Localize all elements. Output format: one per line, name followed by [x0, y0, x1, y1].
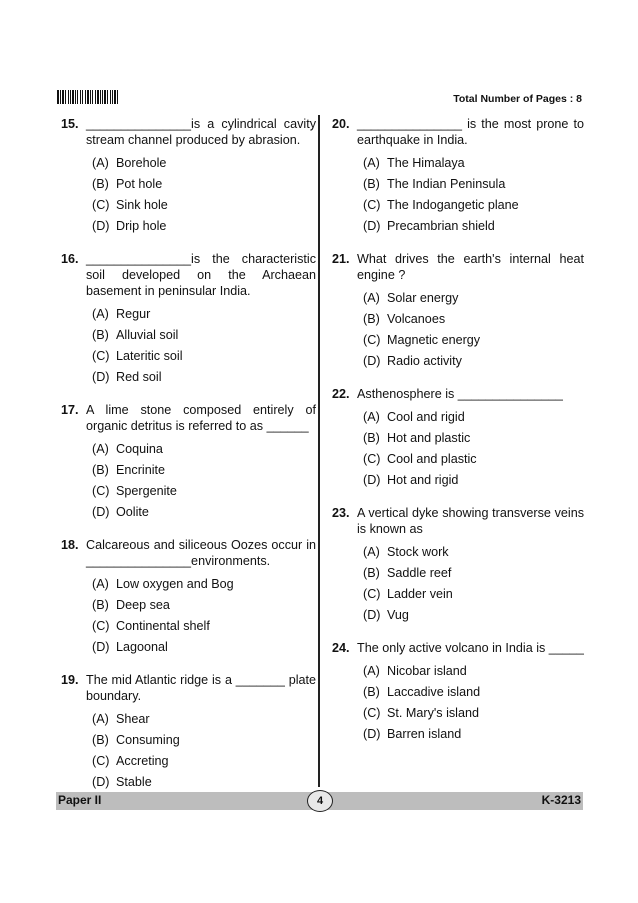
option-text: Oolite	[116, 505, 149, 519]
question-number: 18.	[61, 538, 79, 552]
answer-option	[86, 346, 316, 367]
option-text: Coquina	[116, 442, 163, 456]
paper-code: K-3213	[541, 793, 581, 807]
option-label: (D)	[92, 219, 110, 233]
answer-option	[357, 351, 584, 372]
option-label: (D)	[363, 608, 381, 622]
question-item	[61, 251, 316, 388]
answer-option	[86, 153, 316, 174]
option-text: Cool and rigid	[387, 410, 465, 424]
option-text: Stock work	[387, 545, 449, 559]
option-text: Lateritic soil	[116, 349, 183, 363]
option-label: (B)	[363, 431, 380, 445]
option-text: Regur	[116, 307, 151, 321]
question-number: 20.	[332, 117, 350, 131]
answer-option	[86, 637, 316, 658]
option-label: (B)	[363, 312, 380, 326]
option-list	[357, 661, 584, 745]
option-text: Precambrian shield	[387, 219, 495, 233]
answer-option	[357, 216, 584, 237]
page-number: 4	[307, 790, 333, 812]
question-number: 24.	[332, 641, 350, 655]
option-label: (A)	[363, 156, 380, 170]
option-text: Encrinite	[116, 463, 165, 477]
answer-option	[357, 309, 584, 330]
answer-option	[86, 574, 316, 595]
option-label: (D)	[92, 775, 110, 789]
question-number: 21.	[332, 252, 350, 266]
option-label: (C)	[363, 452, 381, 466]
option-text: Saddle reef	[387, 566, 452, 580]
question-item	[332, 386, 584, 491]
option-label: (C)	[92, 198, 110, 212]
option-label: (C)	[92, 754, 110, 768]
question-number: 22.	[332, 387, 350, 401]
option-text: Barren island	[387, 727, 462, 741]
answer-option	[86, 481, 316, 502]
question-text: _______________is a cylindrical cavity stream channel produced by abrasion.	[86, 117, 316, 147]
option-label: (D)	[363, 727, 381, 741]
question-item	[61, 672, 316, 793]
answer-option	[86, 460, 316, 481]
option-label: (C)	[92, 484, 110, 498]
answer-option	[357, 407, 584, 428]
option-list	[86, 709, 316, 793]
answer-option	[86, 595, 316, 616]
answer-option	[357, 703, 584, 724]
answer-option	[86, 195, 316, 216]
option-list	[86, 153, 316, 237]
right-column	[332, 116, 584, 759]
answer-option	[357, 153, 584, 174]
option-text: Low oxygen and Bog	[116, 577, 234, 591]
option-label: (D)	[92, 640, 110, 654]
option-text: Continental shelf	[116, 619, 210, 633]
option-list	[86, 574, 316, 658]
option-label: (C)	[363, 706, 381, 720]
question-number: 16.	[61, 252, 79, 266]
option-label: (A)	[363, 291, 380, 305]
answer-option	[357, 563, 584, 584]
option-label: (D)	[92, 370, 110, 384]
option-label: (A)	[92, 442, 109, 456]
option-label: (B)	[92, 598, 109, 612]
option-label: (B)	[92, 463, 109, 477]
option-list	[86, 304, 316, 388]
option-text: Radio activity	[387, 354, 462, 368]
option-text: Vug	[387, 608, 409, 622]
option-text: Borehole	[116, 156, 167, 170]
question-text: _______________is the characteristic soil developed on the Archaean basement in peninsular India.	[86, 252, 316, 298]
option-text: Cool and plastic	[387, 452, 477, 466]
option-label: (C)	[363, 198, 381, 212]
option-text: The Indian Peninsula	[387, 177, 506, 191]
option-label: (B)	[92, 733, 109, 747]
option-text: Shear	[116, 712, 150, 726]
option-list	[357, 407, 584, 491]
answer-option	[357, 661, 584, 682]
question-item	[332, 251, 584, 372]
option-label: (C)	[363, 587, 381, 601]
option-text: Drip hole	[116, 219, 167, 233]
question-item	[61, 402, 316, 523]
option-text: Red soil	[116, 370, 162, 384]
answer-option	[86, 730, 316, 751]
option-text: Pot hole	[116, 177, 163, 191]
answer-option	[357, 449, 584, 470]
option-list	[357, 542, 584, 626]
answer-option	[357, 542, 584, 563]
option-label: (A)	[92, 712, 109, 726]
answer-option	[357, 195, 584, 216]
barcode-bar	[118, 90, 119, 104]
question-text: A lime stone composed entirely of organic detritus is referred to as ______	[86, 403, 316, 433]
answer-option	[357, 428, 584, 449]
option-label: (D)	[363, 354, 381, 368]
option-text: Lagoonal	[116, 640, 168, 654]
option-text: The Indogangetic plane	[387, 198, 519, 212]
option-list	[357, 153, 584, 237]
option-text: Solar energy	[387, 291, 459, 305]
option-label: (A)	[92, 156, 109, 170]
answer-option	[86, 502, 316, 523]
question-text: _______________ is the most prone to earthquake in India.	[357, 117, 584, 147]
option-text: Hot and plastic	[387, 431, 471, 445]
answer-option	[86, 751, 316, 772]
option-label: (D)	[363, 473, 381, 487]
question-item	[61, 537, 316, 658]
answer-option	[357, 288, 584, 309]
column-divider	[318, 115, 320, 787]
question-text: A vertical dyke showing transverse veins is known as	[357, 506, 584, 536]
option-text: Sink hole	[116, 198, 168, 212]
option-label: (B)	[363, 566, 380, 580]
option-label: (C)	[92, 619, 110, 633]
option-text: Volcanoes	[387, 312, 446, 326]
option-text: Laccadive island	[387, 685, 481, 699]
answer-option	[86, 304, 316, 325]
option-label: (D)	[363, 219, 381, 233]
answer-option	[86, 709, 316, 730]
option-label: (C)	[363, 333, 381, 347]
answer-option	[357, 605, 584, 626]
question-item	[332, 640, 584, 745]
answer-option	[357, 470, 584, 491]
option-label: (A)	[363, 545, 380, 559]
option-text: Consuming	[116, 733, 180, 747]
question-number: 19.	[61, 673, 79, 687]
paper-label: Paper II	[58, 793, 102, 807]
option-list	[357, 288, 584, 372]
question-item	[61, 116, 316, 237]
question-number: 17.	[61, 403, 79, 417]
question-text: Asthenosphere is _______________	[357, 387, 563, 401]
answer-option	[357, 682, 584, 703]
option-label: (A)	[363, 410, 380, 424]
option-text: Nicobar island	[387, 664, 467, 678]
answer-option	[86, 174, 316, 195]
question-item	[332, 505, 584, 626]
left-column	[61, 116, 316, 807]
option-text: St. Mary's island	[387, 706, 479, 720]
answer-option	[86, 439, 316, 460]
option-label: (B)	[92, 177, 109, 191]
total-pages: Total Number of Pages : 8	[453, 93, 582, 105]
question-text: The only active volcano in India is _____	[357, 641, 584, 655]
answer-option	[357, 584, 584, 605]
answer-option	[357, 174, 584, 195]
option-text: Stable	[116, 775, 152, 789]
answer-option	[86, 772, 316, 793]
answer-option	[86, 325, 316, 346]
question-text: The mid Atlantic ridge is a _______ plate boundary.	[86, 673, 316, 703]
answer-option	[357, 330, 584, 351]
option-text: Deep sea	[116, 598, 170, 612]
barcode-image	[57, 90, 137, 104]
question-number: 23.	[332, 506, 350, 520]
question-text: Calcareous and siliceous Oozes occur in _______________environments.	[86, 538, 316, 568]
answer-option	[86, 616, 316, 637]
answer-option	[86, 367, 316, 388]
option-text: Hot and rigid	[387, 473, 459, 487]
option-text: Ladder vein	[387, 587, 453, 601]
option-label: (A)	[92, 307, 109, 321]
option-label: (D)	[92, 505, 110, 519]
option-label: (B)	[92, 328, 109, 342]
page-footer	[56, 792, 583, 810]
answer-option	[86, 216, 316, 237]
answer-option	[357, 724, 584, 745]
option-text: Spergenite	[116, 484, 177, 498]
question-item	[332, 116, 584, 237]
option-label: (B)	[363, 177, 380, 191]
option-list	[86, 439, 316, 523]
option-text: Alluvial soil	[116, 328, 179, 342]
option-label: (A)	[92, 577, 109, 591]
option-label: (B)	[363, 685, 380, 699]
option-text: Accreting	[116, 754, 169, 768]
option-text: The Himalaya	[387, 156, 465, 170]
option-label: (A)	[363, 664, 380, 678]
question-text: What drives the earth's internal heat engine ?	[357, 252, 584, 282]
option-text: Magnetic energy	[387, 333, 481, 347]
option-label: (C)	[92, 349, 110, 363]
question-number: 15.	[61, 117, 79, 131]
